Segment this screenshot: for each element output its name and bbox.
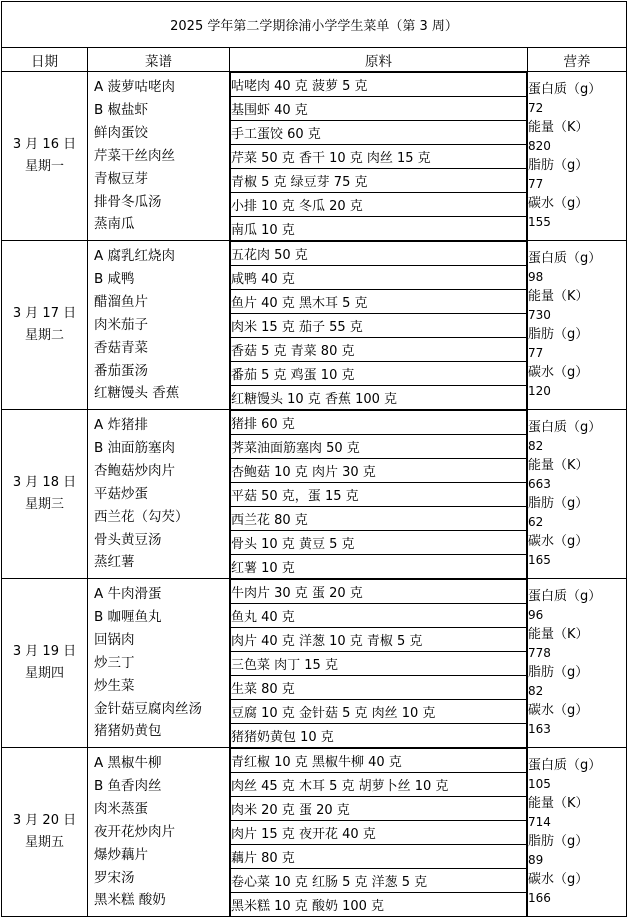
day-weekday: 星期一 [24,159,64,174]
nutrition-value-protein: 82 [528,439,544,453]
ingredient-item: 西兰花 80 克 [231,507,527,531]
dish-list [88,583,229,743]
nutrition-cell [528,410,627,579]
nutrition-label-protein: 蛋白质（g） [528,82,602,97]
dish-item: 芹菜干丝肉丝 [94,147,175,164]
day-weekday: 星期三 [24,497,64,512]
ingredient-list [230,72,527,240]
nutrition-value-protein: 98 [528,270,544,284]
dish-item: 蒸红薯 [94,554,135,571]
nutrition-label-energy: 能量（K） [528,289,589,304]
dish-item: 肉米蒸蛋 [94,801,148,818]
header-date: 日期 [2,48,88,72]
nutrition-label-carbs: 碳水（g） [528,534,589,549]
ingredient-item: 藕片 80 克 [231,845,527,869]
ingredient-item: 芹菜 50 克 香干 10 克 肉丝 15 克 [231,145,527,169]
dishes-cell [88,72,230,241]
nutrition-value-carbs: 120 [528,384,551,398]
nutrition-cell [528,72,627,241]
ingredient-item: 荠菜油面筋塞肉 50 克 [231,435,527,459]
dish-item: 金针菇豆腐肉丝汤 [94,700,202,717]
nutrition-label-fat: 脂肪（g） [528,496,589,511]
ingredient-item: 五花肉 50 克 [231,242,527,266]
nutrition-cell [528,241,627,410]
ingredient-item: 黑米糕 10 克 酸奶 100 克 [231,893,527,917]
page-title: 2025 学年第二学期徐浦小学学生菜单（第 3 周） [2,2,627,48]
nutrition-label-fat: 脂肪（g） [528,834,589,849]
nutrition-label-energy: 能量（K） [528,120,589,135]
ingredients-cell [230,579,528,748]
nutrition-value-carbs: 163 [528,722,551,736]
dish-item: A 牛肉滑蛋 [94,586,162,603]
ingredient-item: 鱼丸 40 克 [231,604,527,628]
ingredients-cell [230,72,528,241]
nutrition-value-fat: 77 [528,177,544,191]
ingredient-list [230,748,527,916]
dish-item: 西兰花（勾芡） [94,508,189,525]
day-date: 3 月 18 日 [12,475,77,490]
dishes-cell [88,241,230,410]
ingredients-cell [230,241,528,410]
nutrition-label-fat: 脂肪（g） [528,665,589,680]
ingredient-list [230,579,527,747]
ingredient-item: 肉丝 45 克 木耳 5 克 胡萝卜丝 10 克 [231,773,527,797]
nutrition-value-fat: 89 [528,853,544,867]
dish-item: 排骨冬瓜汤 [94,193,162,210]
dishes-cell [88,579,230,748]
nutrition-value-protein: 72 [528,101,544,115]
dish-item: A 炸猪排 [94,417,149,434]
ingredient-item: 平菇 50 克，蛋 15 克 [231,483,527,507]
header-ingredients: 原料 [230,48,528,72]
day-rows [2,72,627,917]
nutrition-cell [528,748,627,917]
ingredient-item: 咕咾肉 40 克 菠萝 5 克 [231,73,527,97]
dish-list [88,752,229,912]
dish-item: 蒸南瓜 [94,216,135,233]
ingredient-item: 鱼片 40 克 黑木耳 5 克 [231,290,527,314]
day-date-cell [2,241,88,410]
dish-item: 炒生菜 [94,677,135,694]
ingredient-item: 骨头 10 克 黄豆 5 克 [231,531,527,555]
day-row [2,579,627,748]
nutrition-label-protein: 蛋白质（g） [528,758,602,773]
nutrition-value-energy: 778 [528,646,551,660]
dish-item: 红糖馒头 香蕉 [94,385,180,402]
nutrition-label-carbs: 碳水（g） [528,872,589,887]
ingredient-item: 卷心菜 10 克 红肠 5 克 洋葱 5 克 [231,869,527,893]
dish-item: 香菇青菜 [94,339,148,356]
nutrition-value-protein: 96 [528,608,544,622]
day-weekday: 星期五 [24,835,64,850]
day-date: 3 月 17 日 [12,306,77,321]
dish-item: B 咸鸭 [94,271,135,288]
dishes-cell [88,410,230,579]
nutrition-value-carbs: 155 [528,215,551,229]
day-date-cell [2,748,88,917]
nutrition-label-fat: 脂肪（g） [528,158,589,173]
day-date-cell [2,579,88,748]
ingredient-item: 牛肉片 30 克 蛋 20 克 [231,580,527,604]
ingredient-item: 肉片 40 克 洋葱 10 克 青椒 5 克 [231,628,527,652]
ingredient-item: 红薯 10 克 [231,555,527,579]
day-row [2,72,627,241]
nutrition-label-energy: 能量（K） [528,796,589,811]
ingredient-item: 杏鲍菇 10 克 肉片 30 克 [231,459,527,483]
dish-item: B 油面筋塞肉 [94,440,176,457]
nutrition-label-protein: 蛋白质（g） [528,251,602,266]
ingredient-item: 香菇 5 克 青菜 80 克 [231,338,527,362]
nutrition-cell [528,579,627,748]
nutrition-value-energy: 663 [528,477,551,491]
dish-item: 肉米茄子 [94,316,148,333]
nutrition-label-carbs: 碳水（g） [528,703,589,718]
ingredient-item: 小排 10 克 冬瓜 20 克 [231,193,527,217]
nutrition-value-carbs: 166 [528,891,551,905]
dish-item: B 椒盐虾 [94,102,149,119]
dish-list [88,414,229,574]
header-nutrition: 营养 [528,48,627,72]
day-date: 3 月 16 日 [12,137,77,152]
day-row [2,241,627,410]
ingredient-item: 手工蛋饺 60 克 [231,121,527,145]
dish-item: B 咖喱鱼丸 [94,609,162,626]
nutrition-label-energy: 能量（K） [528,458,589,473]
day-weekday: 星期二 [24,328,64,343]
dish-item: 爆炒藕片 [94,846,148,863]
nutrition-value-energy: 730 [528,308,551,322]
dish-item: 黑米糕 酸奶 [94,892,166,909]
ingredients-cell [230,748,528,917]
dish-item: 平菇炒蛋 [94,485,148,502]
ingredient-item: 肉米 15 克 茄子 55 克 [231,314,527,338]
ingredient-item: 基围虾 40 克 [231,97,527,121]
ingredient-item: 猪猪奶黄包 10 克 [231,724,527,748]
dish-item: 番茄蛋汤 [94,362,148,379]
nutrition-label-protein: 蛋白质（g） [528,420,602,435]
dish-item: 猪猪奶黄包 [94,723,162,740]
nutrition-label-carbs: 碳水（g） [528,365,589,380]
menu-table [1,1,627,917]
nutrition-label-fat: 脂肪（g） [528,327,589,342]
ingredient-item: 番茄 5 克 鸡蛋 10 克 [231,362,527,386]
dish-item: 夜开花炒肉片 [94,823,175,840]
dish-item: 骨头黄豆汤 [94,531,162,548]
ingredient-item: 三色菜 肉丁 15 克 [231,652,527,676]
dish-item: 青椒豆芽 [94,170,148,187]
dish-item: 醋溜鱼片 [94,294,148,311]
nutrition-value-energy: 714 [528,815,551,829]
day-weekday: 星期四 [24,666,64,681]
dish-item: 杏鲍菇炒肉片 [94,463,175,480]
day-date: 3 月 19 日 [12,644,77,659]
ingredients-cell [230,410,528,579]
dish-item: A 黑椒牛柳 [94,755,162,772]
ingredient-item: 豆腐 10 克 金针菇 5 克 肉丝 10 克 [231,700,527,724]
nutrition-label-energy: 能量（K） [528,627,589,642]
nutrition-value-fat: 62 [528,515,544,529]
day-date: 3 月 20 日 [12,813,77,828]
ingredient-item: 咸鸭 40 克 [231,266,527,290]
dish-item: 鲜肉蛋饺 [94,125,148,142]
nutrition-value-fat: 82 [528,684,544,698]
ingredient-item: 猪排 60 克 [231,411,527,435]
nutrition-value-fat: 77 [528,346,544,360]
dishes-cell [88,748,230,917]
ingredient-item: 青红椒 10 克 黑椒牛柳 40 克 [231,749,527,773]
ingredient-item: 肉片 15 克 夜开花 40 克 [231,821,527,845]
nutrition-label-protein: 蛋白质（g） [528,589,602,604]
dish-item: B 鱼香肉丝 [94,778,162,795]
dish-list [88,245,229,405]
dish-item: A 腐乳红烧肉 [94,248,176,265]
ingredient-item: 南瓜 10 克 [231,217,527,241]
ingredient-list [230,241,527,409]
dish-item: 回锅肉 [94,632,135,649]
day-row [2,410,627,579]
ingredient-item: 红糖馒头 10 克 香蕉 100 克 [231,386,527,410]
day-date-cell [2,72,88,241]
nutrition-label-carbs: 碳水（g） [528,196,589,211]
nutrition-value-energy: 820 [528,139,551,153]
nutrition-value-protein: 105 [528,777,551,791]
dish-list [88,76,229,236]
nutrition-value-carbs: 165 [528,553,551,567]
ingredient-list [230,410,527,578]
ingredient-item: 青椒 5 克 绿豆芽 75 克 [231,169,527,193]
day-date-cell [2,410,88,579]
dish-item: 炒三丁 [94,654,135,671]
ingredient-item: 肉米 20 克 蛋 20 克 [231,797,527,821]
day-row [2,748,627,917]
dish-item: 罗宋汤 [94,869,135,886]
ingredient-item: 生菜 80 克 [231,676,527,700]
dish-item: A 菠萝咕咾肉 [94,79,176,96]
header-dishes: 菜谱 [88,48,230,72]
